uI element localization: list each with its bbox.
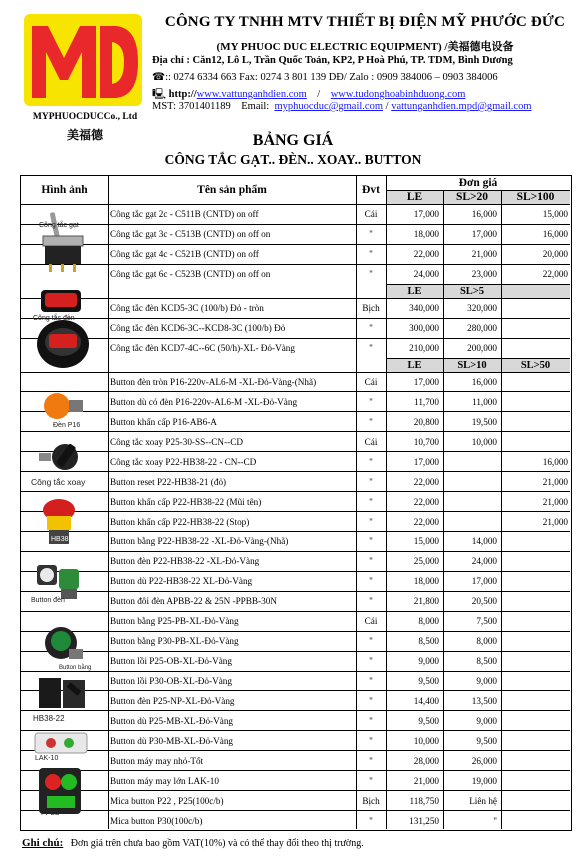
price-tier-2-cell: 9,000 [476,675,497,686]
tier-3-cell [501,285,570,298]
price-le-cell: 11,700 [414,396,439,407]
price-le-cell: 118,750 [409,795,439,806]
price-tier-2-cell: 280,000 [467,323,497,334]
label-hb38: HB38 [51,536,69,543]
lak10-image [31,729,91,764]
unit-cell: " [369,476,373,487]
price-le-cell: 21,800 [413,596,439,607]
price-tier-3-cell [501,592,570,611]
price-tier-2-cell: " [493,815,497,826]
header-image: Hình ảnh [41,184,88,196]
unit-cell: " [369,249,373,260]
tier-subheader-row [386,284,570,298]
price-le-cell: 10,000 [413,735,439,746]
price-le-cell: 340,000 [409,303,439,314]
unit-cell: " [369,343,373,354]
flat-button-image [33,619,93,674]
price-tier-2-cell: 9,500 [476,735,497,746]
tier-3-cell: SL>50 [520,359,551,371]
price-tier-3-cell [501,572,570,591]
price-tier-2-cell: Liên hệ [469,795,497,806]
product-name-cell: Button đèn tròn P16-220v-AL6-M -XL-Đỏ-Vàng-(Nhã) [110,376,317,387]
product-name-cell: Công tắc đèn KCD5-3C (100/b) Đỏ - tròn [110,303,264,314]
price-tier-3-cell: 15,000 [542,209,568,220]
price-le-cell: 28,000 [413,755,439,766]
price-tier-2-cell: 8,000 [476,636,497,647]
product-name-cell: Button lồi P25-OB-XL-Đỏ-Vàng [110,656,232,667]
company-logo [24,14,142,106]
column-divider [356,176,357,829]
unit-cell: Cái [364,376,378,387]
product-name-cell: Công tắc gạt 4c - C521B (CNTD) on off [110,249,259,260]
price-le-cell: 18,000 [413,229,439,240]
column-divider [443,190,444,829]
product-name-cell: Button khẩn cấp P16-AB6-A [110,416,217,427]
product-name-cell: Button bằng P25-PB-XL-Đỏ-Vàng [110,616,239,627]
website-link-2[interactable]: www.tudonghoabinhduong.com [330,89,466,100]
price-le-cell: 14,400 [413,695,439,706]
price-tier-2-cell: 200,000 [467,343,497,354]
price-tier-2-cell: 20,500 [471,596,497,607]
price-tier-3-cell [501,672,570,691]
product-name-cell: Button reset P22-HB38-21 (đỏ) [110,476,227,487]
label-cong-tac-xoay: Công tắc xoay [31,477,86,487]
price-le-cell: 22,000 [413,496,439,507]
price-tier-2-cell: 26,000 [471,755,497,766]
rotary-switch-image [31,439,91,487]
unit-cell: " [369,596,373,607]
price-le-cell: 17,000 [413,456,439,467]
product-name-cell: Button đèn P25-NP-XL-Đỏ-Vàng [110,695,235,706]
unit-cell: " [369,695,373,706]
product-name-cell: Công tắc gạt 3c - C513B (CNTD) on off on [110,229,271,240]
price-tier-2-cell: 16,000 [471,209,497,220]
price-tier-3-cell [501,731,570,750]
price-tier-3-cell [501,412,570,431]
price-tier-3-cell [501,811,570,830]
product-name-cell: Button dù P30-MB-XL-Đỏ-Vàng [110,735,234,746]
price-le-cell: 17,000 [413,376,439,387]
price-tier-2-cell: 11,000 [472,396,497,407]
price-le-cell: 9,500 [418,675,439,686]
product-name-cell: Công tắc xoay P25-30-SS--CN--CD [110,436,243,447]
product-name-cell: Button khẩn cấp P22-HB38-22 (Mũi tên) [110,496,262,507]
price-le-cell: 210,000 [409,343,439,354]
tier-1-cell: LE [407,285,422,297]
product-name-cell: Button đôi đèn APBB-22 & 25N -PPBB-30N [110,596,277,607]
tier-2-cell: SL>10 [457,359,487,371]
product-name-cell: Button dù P25-MB-XL-Đỏ-Vàng [110,715,234,726]
header-tier-1: LE [406,191,423,203]
price-le-cell: 9,000 [418,656,439,667]
header-unit: Đvt [362,184,380,196]
unit-cell: Cái [364,616,378,627]
product-name-cell: Button đèn P22-HB38-22 -XL-Đỏ-Vàng [110,556,260,567]
ppbb-image [31,764,91,827]
price-le-cell: 8,500 [418,636,439,647]
rocker-switch-image [33,284,93,379]
unit-cell: " [369,755,373,766]
company-name-en: (MY PHUOC DUC ELECTRIC EQUIPMENT) /美福德电设备 [216,41,514,53]
price-tier-2-cell [443,512,501,531]
image-column [21,204,107,830]
product-name-cell: Mica button P30(100c/b) [110,815,203,826]
unit-cell: " [369,269,373,280]
product-name-cell: Công tắc gạt 2c - C511B (CNTD) on off [110,209,259,220]
company-websites: 🖳 http://www.vattunganhdien.com / www.tudonghoabinhduong.com [152,89,466,100]
price-le-cell: 10,700 [413,436,439,447]
price-tier-3-cell [501,339,570,358]
price-tier-2-cell [443,492,501,511]
unit-cell: Cái [364,209,378,220]
unit-cell: Bịch [362,795,380,806]
unit-cell: " [369,636,373,647]
tier-2-cell: SL>5 [459,285,485,297]
website-link-1[interactable]: www.vattunganhdien.com [196,89,307,100]
unit-cell: " [369,735,373,746]
price-tier-2-cell: 17,000 [471,229,497,240]
price-tier-3-cell [501,392,570,411]
product-name-cell: Button bằng P22-HB38-22 -XL-Đỏ-Vàng-(Nhã) [110,536,289,547]
price-tier-3-cell: 16,000 [542,456,568,467]
price-tier-3-cell: 21,000 [542,496,568,507]
price-tier-2-cell: 10,000 [471,436,497,447]
price-tier-2-cell [443,472,501,491]
label-cong-tac-den: Công tắc đèn [33,315,75,322]
product-name-cell: Công tắc gạt 6c - C523B (CNTD) on off on [110,269,271,280]
price-tier-3-cell [501,791,570,810]
unit-cell: Bịch [362,303,380,314]
price-tier-3-cell: 16,000 [542,229,568,240]
company-address: Địa chỉ : Căn12, Lô L, Trần Quốc Toản, KP2, P Hoà Phú, TP. TDM, Bình Dương [152,55,513,66]
unit-cell: Cái [364,436,378,447]
price-tier-2-cell: 23,000 [471,269,497,280]
price-le-cell: 8,000 [418,616,439,627]
price-tier-3-cell: 21,000 [542,476,568,487]
price-tier-3-cell [501,691,570,710]
price-le-cell: 24,000 [413,269,439,280]
product-name-cell: Mica button P22 , P25(100c/b) [110,795,224,806]
header-tier-2: SL>20 [455,191,489,203]
unit-cell: " [369,323,373,334]
price-tier-2-cell: 9,000 [476,715,497,726]
price-tier-2-cell: 19,000 [471,775,497,786]
price-le-cell: 22,000 [413,249,439,260]
unit-cell: " [369,675,373,686]
price-le-cell: 22,000 [413,476,439,487]
price-tier-3-cell [501,299,570,318]
price-tier-3-cell: 20,000 [542,249,568,260]
label-ppbb: PPBB [41,810,60,817]
price-tier-2-cell: 16,000 [471,376,497,387]
price-le-cell: 18,000 [413,576,439,587]
tier-subheader-row [386,358,570,372]
email-link-1[interactable]: myphuocduc@gmail.com [274,101,384,112]
price-tier-2-cell: 13,500 [471,695,497,706]
header-product: Tên sản phẩm [197,184,267,196]
product-name-cell: Button máy may nhỏ-Tốt [110,755,204,766]
label-button-bang: Button bằng [59,665,92,671]
price-tier-3-cell [501,632,570,651]
logo-company-name: MYPHUOCDUCCo., Ltd [32,112,138,122]
p16-button-image [31,384,91,439]
product-name-cell: Button bằng P30-PB-XL-Đỏ-Vàng [110,636,239,647]
emergency-button-image [35,496,85,553]
unit-cell: " [369,456,373,467]
price-le-cell: 300,000 [409,323,439,334]
unit-cell: " [369,556,373,567]
unit-cell: " [369,815,373,826]
header-tier-3: SL>100 [516,191,555,203]
price-tier-2-cell [443,452,501,471]
company-tax-email: MST: 3701401189 Email: myphuocduc@gmail.com / vattunganhdien.mpd@gmail.com [152,101,532,112]
header-price: Đơn giá [458,177,498,189]
price-le-cell: 21,000 [413,775,439,786]
price-le-cell: 17,000 [413,209,439,220]
unit-cell: " [369,656,373,667]
price-tier-3-cell: 22,000 [542,269,568,280]
page-title: BẢNG GIÁ [252,132,334,149]
price-tier-3-cell [501,373,570,392]
price-tier-3-cell [501,432,570,451]
unit-cell: " [369,416,373,427]
price-le-cell: 20,800 [413,416,439,427]
toggle-switch-image [33,208,93,283]
price-tier-3-cell [501,612,570,631]
column-divider [108,176,109,829]
unit-cell: " [369,775,373,786]
price-table [20,175,572,831]
column-divider [386,176,387,829]
label-button-den: Button đèn [31,597,65,604]
product-name-cell: Button lồi P30-OB-XL-Đỏ-Vàng [110,675,232,686]
header-price-tiers [386,190,570,204]
company-name: CÔNG TY TNHH MTV THIẾT BỊ ĐIỆN MỸ PHƯỚC ĐỨC [164,14,566,30]
unit-cell: " [369,516,373,527]
price-le-cell: 9,500 [418,715,439,726]
price-tier-3-cell [501,652,570,671]
footnote: Ghi chú: Đơn giá trên chưa bao gồm VAT(10%) và có thể thay đổi theo thị trường. [22,837,364,849]
price-tier-3-cell: 21,000 [542,516,568,527]
unit-cell: " [369,396,373,407]
price-tier-3-cell [501,711,570,730]
price-tier-2-cell: 14,000 [471,536,497,547]
label-p16: Đèn P16 [53,422,81,429]
product-name-cell: Button khẩn cấp P22-HB38-22 (Stop) [110,516,250,527]
tier-1-cell: LE [407,359,422,371]
price-le-cell: 22,000 [413,516,439,527]
company-phone: ☎:: 0274 6334 663 Fax: 0274 3 801 139 DĐ/ Zalo : 0909 384006 – 0903 384006 [152,72,498,83]
product-name-cell: Button máy may lớn LAK-10 [110,775,219,786]
price-le-cell: 131,250 [409,815,439,826]
price-le-cell: 15,000 [413,536,439,547]
unit-cell: " [369,576,373,587]
unit-cell: " [369,715,373,726]
price-tier-2-cell: 320,000 [467,303,497,314]
column-divider [501,190,502,829]
label-lak10: LAK-10 [35,755,59,762]
unit-cell: " [369,496,373,507]
unit-cell: " [369,229,373,240]
product-name-cell: Công tắc đèn KCD6-3C--KCD8-3C (100/b) Đỏ [110,323,286,334]
price-tier-2-cell: 7,500 [476,616,497,627]
price-tier-3-cell [501,319,570,338]
label-hb38-22: HB38-22 [33,714,65,723]
monitor-icon: 🖳 [152,89,167,100]
page-subtitle: CÔNG TẮC GẠT.. ĐÈN.. XOAY.. BUTTON [164,152,422,167]
product-name-cell: Button dù có đèn P16-220v-AL6-M -XL-Đỏ-Vàng [110,396,298,407]
label-cong-tac-gat: Công tắc gạt [39,222,79,229]
price-tier-3-cell [501,771,570,790]
price-tier-2-cell: 17,000 [471,576,497,587]
light-button-image [31,559,91,608]
price-tier-2-cell: 21,000 [471,249,497,260]
product-name-cell: Button dù P22-HB38-22 XL-Đỏ-Vàng [110,576,253,587]
price-tier-3-cell [501,552,570,571]
product-name-cell: Công tắc xoay P22-HB38-22 - CN--CD [110,456,257,467]
unit-cell: " [369,536,373,547]
price-tier-2-cell: 19,500 [471,416,497,427]
price-tier-3-cell [501,751,570,770]
footnote-text: Đơn giá trên chưa bao gồm VAT(10%) và có thể thay đổi theo thị trường. [70,838,364,849]
logo-chinese-name: 美福德 [66,128,103,142]
price-tier-2-cell: 24,000 [471,556,497,567]
price-tier-3-cell [501,532,570,551]
price-le-cell: 25,000 [413,556,439,567]
product-name-cell: Công tắc đèn KCD7-4C--6C (50/h)-XL- Đỏ-Vàng [110,343,295,354]
price-tier-2-cell: 8,500 [476,656,497,667]
email-link-2[interactable]: vattunganhdien.mpd@gmail.com [391,101,532,112]
hb38-22-image [33,674,93,729]
